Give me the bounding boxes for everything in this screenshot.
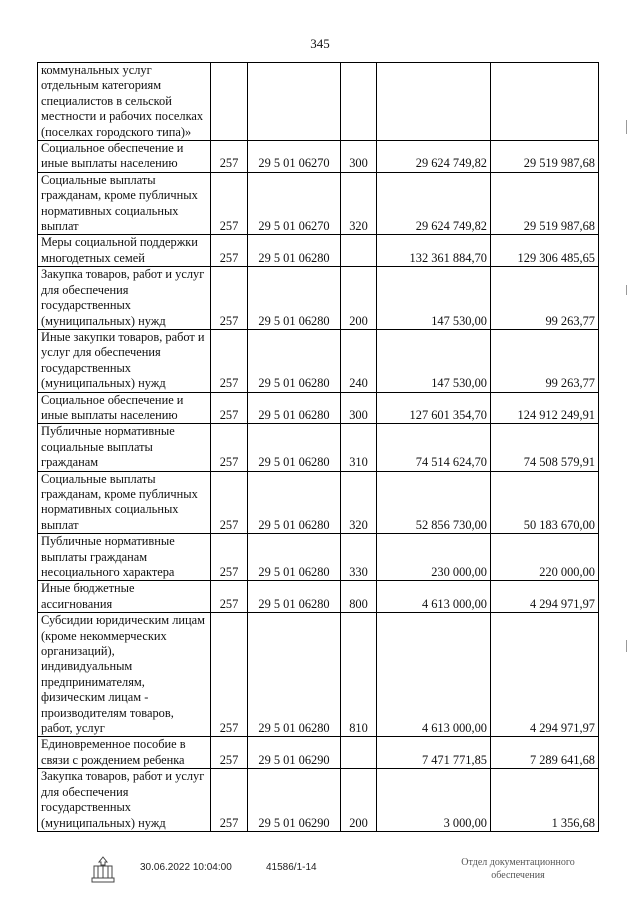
row-department: 257 <box>211 534 248 581</box>
row-target-code: 29 5 01 06280 <box>248 235 341 267</box>
table-row <box>38 267 599 330</box>
row-planned-amount: 52 856 730,00 <box>377 471 491 534</box>
row-expense-type: 300 <box>341 141 377 173</box>
row-name: Социальное обеспечение и иные выплаты населению <box>38 141 211 173</box>
row-target-code: 29 5 01 06280 <box>248 424 341 471</box>
row-target-code: 29 5 01 06280 <box>248 392 341 424</box>
table-row <box>38 581 599 613</box>
row-target-code: 29 5 01 06280 <box>248 534 341 581</box>
row-executed-amount: 99 263,77 <box>491 267 599 330</box>
row-department: 257 <box>211 267 248 330</box>
table-row <box>38 329 599 392</box>
row-executed-amount: 99 263,77 <box>491 329 599 392</box>
row-target-code: 29 5 01 06280 <box>248 329 341 392</box>
row-target-code: 29 5 01 06290 <box>248 737 341 769</box>
row-department: 257 <box>211 613 248 737</box>
row-executed-amount: 220 000,00 <box>491 534 599 581</box>
row-target-code: 29 5 01 06280 <box>248 613 341 737</box>
row-department: 257 <box>211 141 248 173</box>
row-expense-type <box>341 737 377 769</box>
table-row <box>38 471 599 534</box>
row-department: 257 <box>211 235 248 267</box>
row-target-code: 29 5 01 06290 <box>248 769 341 832</box>
table-row <box>38 769 599 832</box>
row-planned-amount: 132 361 884,70 <box>377 235 491 267</box>
row-expense-type <box>341 235 377 267</box>
row-planned-amount: 4 613 000,00 <box>377 613 491 737</box>
row-expense-type: 200 <box>341 267 377 330</box>
table-row <box>38 424 599 471</box>
row-name: Публичные нормативные выплаты гражданам несоциального характера <box>38 534 211 581</box>
row-executed-amount: 50 183 670,00 <box>491 471 599 534</box>
margin-mark <box>626 640 627 652</box>
row-name: Меры социальной поддержки многодетных семей <box>38 235 211 267</box>
row-name: Иные бюджетные ассигнования <box>38 581 211 613</box>
row-planned-amount: 7 471 771,85 <box>377 737 491 769</box>
row-name: Субсидии юридическим лицам (кроме некоммерческих организаций), индивидуальным предпринимателям, физическим лицам - производителям товаров, работ, услуг <box>38 613 211 737</box>
row-expense-type: 320 <box>341 172 377 235</box>
department-stamp <box>438 856 598 882</box>
table-row <box>38 737 599 769</box>
row-name: Закупка товаров, работ и услуг для обеспечения государственных (муниципальных) нужд <box>38 267 211 330</box>
row-name: коммунальных услуг отдельным категориям специалистов в сельской местности и рабочих поселках (поселках городского типа)» <box>38 63 211 141</box>
row-expense-type: 310 <box>341 424 377 471</box>
row-planned-amount: 74 514 624,70 <box>377 424 491 471</box>
row-expense-type <box>341 63 377 141</box>
budget-table-body <box>38 63 599 832</box>
row-name: Иные закупки товаров, работ и услуг для обеспечения государственных (муниципальных) нужд <box>38 329 211 392</box>
row-executed-amount: 7 289 641,68 <box>491 737 599 769</box>
table-row <box>38 63 599 141</box>
row-department: 257 <box>211 471 248 534</box>
row-name: Социальное обеспечение и иные выплаты населению <box>38 392 211 424</box>
row-executed-amount: 1 356,68 <box>491 769 599 832</box>
table-row <box>38 534 599 581</box>
footer-datetime: 30.06.2022 10:04:00 <box>140 862 232 873</box>
row-planned-amount: 29 624 749,82 <box>377 172 491 235</box>
row-planned-amount: 4 613 000,00 <box>377 581 491 613</box>
row-name: Закупка товаров, работ и услуг для обеспечения государственных (муниципальных) нужд <box>38 769 211 832</box>
row-planned-amount: 3 000,00 <box>377 769 491 832</box>
row-executed-amount <box>491 63 599 141</box>
row-expense-type: 330 <box>341 534 377 581</box>
row-target-code: 29 5 01 06280 <box>248 471 341 534</box>
budget-table <box>37 62 599 832</box>
row-target-code: 29 5 01 06270 <box>248 172 341 235</box>
row-department: 257 <box>211 392 248 424</box>
row-executed-amount: 129 306 485,65 <box>491 235 599 267</box>
row-planned-amount: 230 000,00 <box>377 534 491 581</box>
row-target-code <box>248 63 341 141</box>
row-department: 257 <box>211 329 248 392</box>
row-executed-amount: 29 519 987,68 <box>491 172 599 235</box>
row-executed-amount: 74 508 579,91 <box>491 424 599 471</box>
row-name: Социальные выплаты гражданам, кроме публичных нормативных социальных выплат <box>38 172 211 235</box>
row-expense-type: 800 <box>341 581 377 613</box>
row-planned-amount: 147 530,00 <box>377 267 491 330</box>
row-name: Социальные выплаты гражданам, кроме публичных нормативных социальных выплат <box>38 471 211 534</box>
row-target-code: 29 5 01 06270 <box>248 141 341 173</box>
row-department: 257 <box>211 769 248 832</box>
row-expense-type: 810 <box>341 613 377 737</box>
row-target-code: 29 5 01 06280 <box>248 267 341 330</box>
table-row <box>38 172 599 235</box>
row-executed-amount: 29 519 987,68 <box>491 141 599 173</box>
margin-mark <box>626 285 627 295</box>
row-executed-amount: 4 294 971,97 <box>491 581 599 613</box>
row-department: 257 <box>211 424 248 471</box>
row-planned-amount: 127 601 354,70 <box>377 392 491 424</box>
row-executed-amount: 124 912 249,91 <box>491 392 599 424</box>
stamp-line-2: обеспечения <box>491 870 545 881</box>
margin-mark <box>626 120 627 134</box>
row-planned-amount <box>377 63 491 141</box>
table-row <box>38 141 599 173</box>
row-expense-type: 240 <box>341 329 377 392</box>
row-department <box>211 63 248 141</box>
emblem-logo <box>90 856 116 884</box>
table-row <box>38 613 599 737</box>
row-target-code: 29 5 01 06280 <box>248 581 341 613</box>
row-planned-amount: 29 624 749,82 <box>377 141 491 173</box>
row-expense-type: 300 <box>341 392 377 424</box>
row-department: 257 <box>211 172 248 235</box>
stamp-line-1: Отдел документационного <box>461 857 575 868</box>
row-department: 257 <box>211 581 248 613</box>
row-department: 257 <box>211 737 248 769</box>
row-name: Единовременное пособие в связи с рождением ребенка <box>38 737 211 769</box>
row-planned-amount: 147 530,00 <box>377 329 491 392</box>
row-expense-type: 320 <box>341 471 377 534</box>
row-expense-type: 200 <box>341 769 377 832</box>
page-number: 345 <box>310 36 330 51</box>
row-executed-amount: 4 294 971,97 <box>491 613 599 737</box>
row-name: Публичные нормативные социальные выплаты гражданам <box>38 424 211 471</box>
table-row <box>38 235 599 267</box>
table-row <box>38 392 599 424</box>
footer-doc-number: 41586/1-14 <box>266 862 317 873</box>
